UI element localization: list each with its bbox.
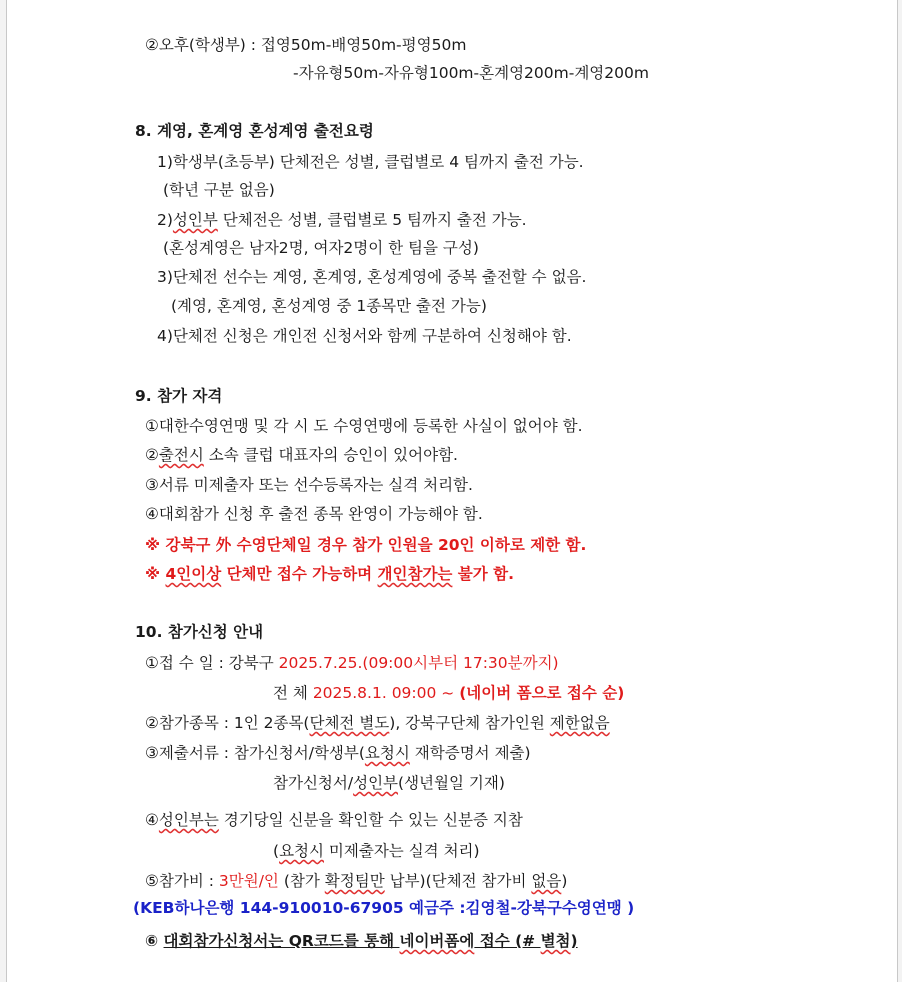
s10-id-note: ④성인부는 경기당일 신분을 확인할 수 있는 신분증 지참: [145, 811, 523, 829]
s8-line-1: 1)학생부(초등부) 단체전은 성별, 클럽별로 4 팀까지 출전 가능.: [157, 153, 584, 171]
section-8-heading: 8. 계영, 혼계영 혼성계영 출전요령: [135, 122, 374, 140]
s10-documents: ③제출서류 : 참가신청서/학생부(요청시 재학증명서 제출): [145, 744, 531, 762]
s9-notice-1: ※ 강북구 外 수영단체일 경우 참가 인원을 20인 이하로 제한 함.: [145, 536, 587, 554]
s10-application-note: ⑥ 대회참가신청서는 QR코드를 통해 네이버폼에 접수 (# 별첨): [145, 932, 578, 950]
s8-line-2: (학년 구분 없음): [163, 181, 275, 199]
s10-receipt-date-gangbuk: ①접 수 일 : 강북구 2025.7.25.(09:00시부터 17:30분까지): [145, 654, 559, 672]
s9-line-1: ①대한수영연맹 및 각 시 도 수영연맹에 등록한 사실이 없어야 함.: [145, 417, 583, 435]
s10-id-note-2: (요청시 미제출자는 실격 처리): [273, 842, 480, 860]
s10-events: ②참가종목 : 1인 2종목(단체전 별도), 강북구단체 참가인원 제한없음: [145, 714, 610, 732]
s8-line-3: 2)성인부 단체전은 성별, 클럽별로 5 팀까지 출전 가능.: [157, 211, 527, 229]
s8-line-4: (혼성계영은 남자2명, 여자2명이 한 팀을 구성): [163, 239, 479, 257]
s9-notice-2: ※ 4인이상 단체만 접수 가능하며 개인참가는 불가 함.: [145, 565, 515, 583]
section-9-heading: 9. 참가 자격: [135, 387, 223, 405]
top-line-2: -자유형50m-자유형100m-혼계영200m-계영200m: [293, 64, 649, 82]
s9-line-2: ②출전시 소속 클럽 대표자의 승인이 있어야함.: [145, 446, 458, 464]
s10-receipt-date-all: 전 체 2025.8.1. 09:00 ~ (네이버 폼으로 접수 순): [273, 684, 625, 702]
document-page: [6, 0, 898, 982]
s9-line-4: ④대회참가 신청 후 출전 종목 완영이 가능해야 함.: [145, 505, 483, 523]
s8-line-6: (계영, 혼계영, 혼성계영 중 1종목만 출전 가능): [171, 297, 487, 315]
bank-account: (KEB하나은행 144-910010-67905 예금주 :김영철-강북구수영연맹 ): [133, 899, 635, 917]
s10-fee: ⑤참가비 : 3만원/인 (참가 확정팀만 납부)(단체전 참가비 없음): [145, 872, 568, 890]
s9-line-3: ③서류 미제출자 또는 선수등록자는 실격 처리함.: [145, 476, 473, 494]
s10-documents-adult: 참가신청서/성인부(생년월일 기재): [273, 774, 505, 792]
s8-line-7: 4)단체전 신청은 개인전 신청서와 함께 구분하여 신청해야 함.: [157, 327, 572, 345]
section-10-heading: 10. 참가신청 안내: [135, 623, 264, 641]
top-line-1: ②오후(학생부) : 접영50m-배영50m-평영50m: [145, 36, 467, 54]
s8-line-5: 3)단체전 선수는 계영, 혼계영, 혼성계영에 중복 출전할 수 없음.: [157, 268, 587, 286]
